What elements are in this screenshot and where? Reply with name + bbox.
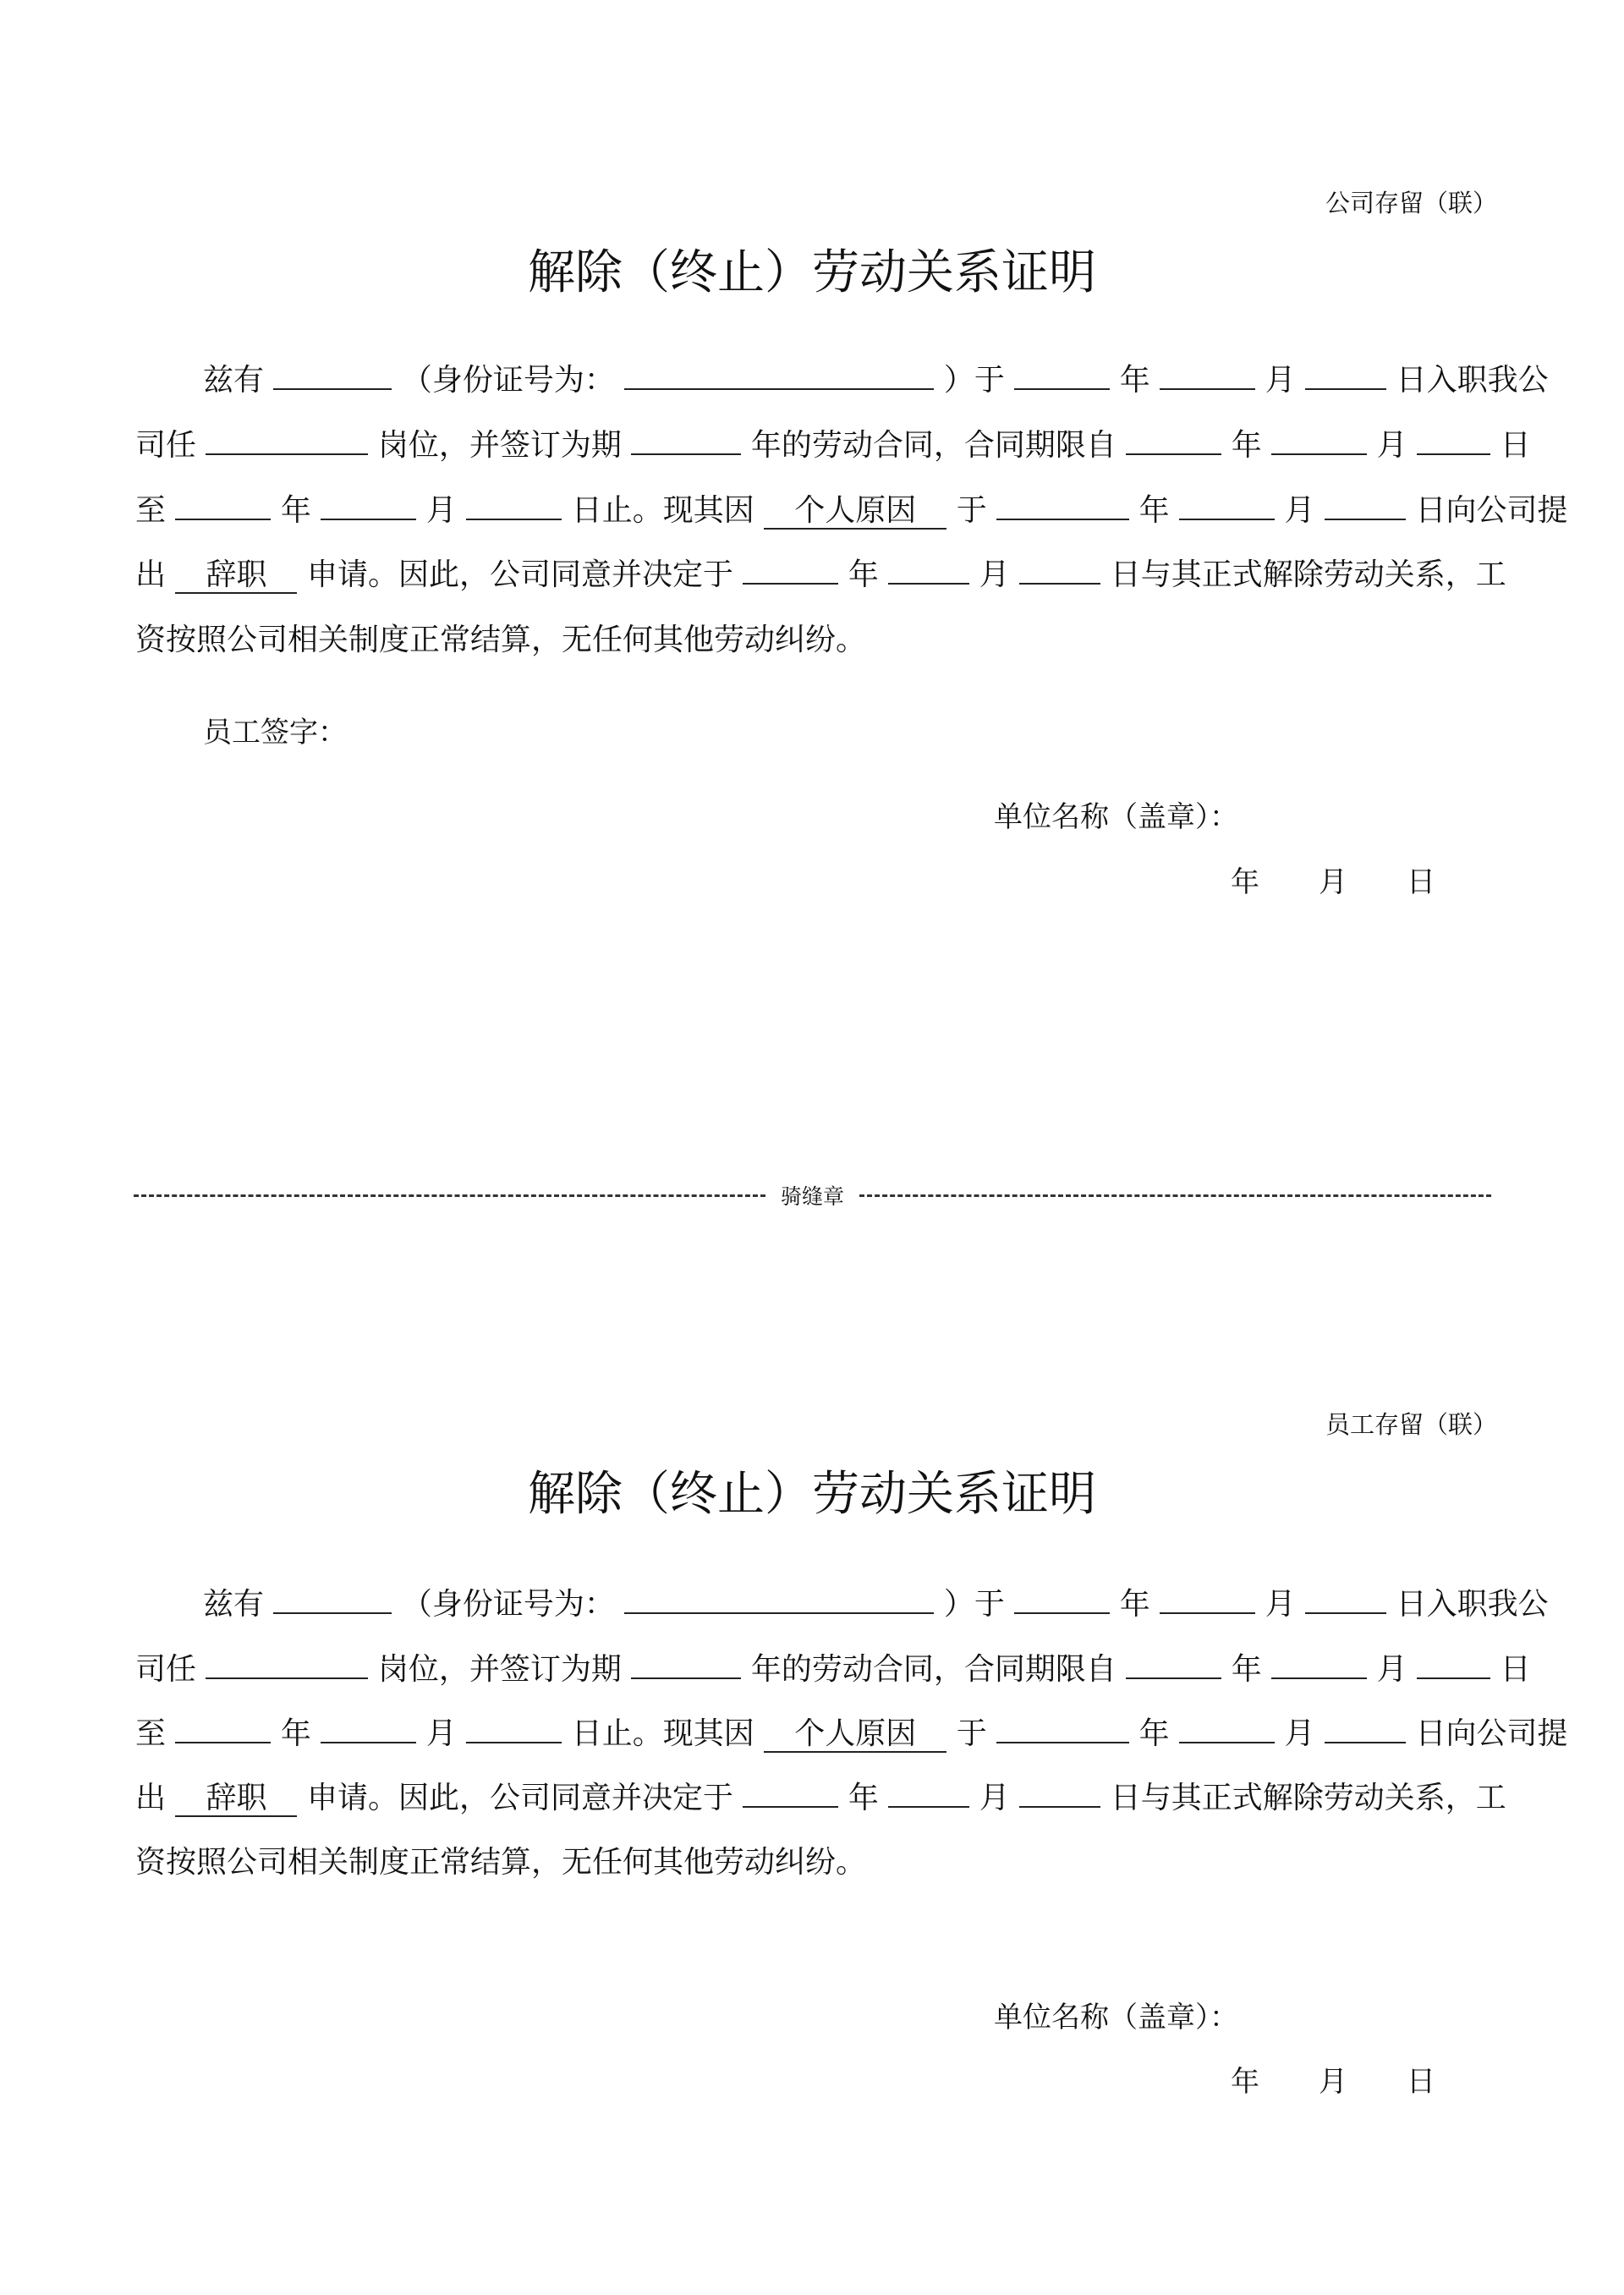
fill-in-blank — [996, 493, 1129, 520]
filled-blank: 个人原因 — [764, 493, 946, 530]
fill-in-blank — [1305, 1587, 1386, 1614]
fill-in-blank — [206, 1652, 368, 1679]
body-text-segment: 岗位，并签订为期 — [377, 428, 622, 463]
fill-in-blank — [175, 493, 271, 520]
day-label: 日 — [1407, 865, 1435, 899]
month-label: 月 — [1319, 865, 1347, 899]
body-text-segment: 年 — [280, 1716, 311, 1751]
body-text-segment: 月 — [979, 557, 1010, 592]
fill-in-blank — [624, 1587, 934, 1614]
body-line — [135, 1586, 1549, 1623]
fill-in-blank — [1271, 1652, 1367, 1679]
dashed-line — [859, 1194, 1491, 1197]
body-text-segment: 年 — [1231, 428, 1262, 463]
fill-in-blank — [1179, 1716, 1275, 1743]
fill-in-blank — [1417, 1652, 1490, 1679]
year-label: 年 — [1231, 865, 1259, 899]
date-line — [1231, 859, 1435, 900]
filled-blank: 辞职 — [175, 1781, 297, 1817]
body-text-segment: 日止。现其因 — [571, 493, 754, 528]
fill-in-blank — [631, 428, 741, 455]
body-text-segment: 日向公司提 — [1415, 1716, 1568, 1751]
fill-in-blank — [1014, 1587, 1110, 1614]
body-text-segment: 兹有 — [203, 1587, 265, 1622]
body-text-segment: 月 — [1376, 1652, 1407, 1687]
body-text-segment: 资按照公司相关制度正常结算，无任何其他劳动纠纷。 — [135, 623, 867, 657]
body-text-segment: 申请。因此，公司同意并决定于 — [306, 1781, 733, 1815]
fill-in-blank — [175, 1716, 271, 1743]
body-text-segment: 月 — [1284, 493, 1315, 528]
body-text-segment: 日入职我公 — [1396, 1587, 1549, 1622]
fill-in-blank — [996, 1716, 1129, 1743]
body-text-segment: 月 — [1265, 363, 1296, 398]
body-text-segment: 年的劳动合同，合同期限自 — [750, 1652, 1116, 1687]
document-title: 解除（终止）劳动关系证明 — [528, 245, 1096, 300]
date-line — [1231, 2058, 1435, 2100]
body-line — [135, 1780, 1506, 1817]
fill-in-blank — [1126, 1652, 1221, 1679]
document-title: 解除（终止）劳动关系证明 — [528, 1467, 1096, 1522]
day-label: 日 — [1407, 2065, 1435, 2099]
fill-in-blank — [888, 1781, 969, 1808]
body-text-segment: 司任 — [135, 428, 197, 463]
fill-in-blank — [1417, 428, 1490, 455]
body-line — [135, 427, 1531, 464]
body-text-segment: 月 — [425, 493, 457, 528]
fill-in-blank — [206, 428, 368, 455]
year-label: 年 — [1231, 2065, 1259, 2099]
fill-in-blank — [1160, 363, 1255, 390]
divider-label: 骑缝章 — [781, 1184, 845, 1209]
copy-label: 公司存留（联） — [1325, 189, 1497, 217]
employee-signature-label: 员工签字： — [203, 716, 347, 749]
body-text-segment: 岗位，并签订为期 — [377, 1652, 622, 1687]
month-label: 月 — [1319, 2065, 1347, 2099]
fill-in-blank — [1014, 363, 1110, 390]
fill-in-blank — [1126, 428, 1221, 455]
body-text-segment: 日 — [1500, 428, 1531, 463]
body-text-segment: 月 — [979, 1781, 1010, 1815]
body-text-segment: 资按照公司相关制度正常结算，无任何其他劳动纠纷。 — [135, 1845, 867, 1880]
fill-in-blank — [466, 1716, 562, 1743]
body-text-segment: 申请。因此，公司同意并决定于 — [306, 557, 733, 592]
fill-in-blank — [321, 1716, 416, 1743]
fill-in-blank — [1019, 1781, 1100, 1808]
fill-in-blank — [1325, 493, 1406, 520]
body-text-segment: 年 — [848, 1781, 879, 1815]
body-line — [135, 1716, 1568, 1753]
fill-in-blank — [743, 1781, 838, 1808]
body-line — [135, 362, 1549, 399]
body-text-segment: ）于 — [943, 363, 1005, 398]
fill-in-blank — [888, 557, 969, 585]
fill-in-blank — [466, 493, 562, 520]
body-text-segment: 日入职我公 — [1396, 363, 1549, 398]
body-text-segment: 出 — [135, 1781, 167, 1815]
body-text-segment: 年的劳动合同，合同期限自 — [750, 428, 1116, 463]
fill-in-blank — [1179, 493, 1275, 520]
body-text-segment: ）于 — [943, 1587, 1005, 1622]
body-text-segment: 于 — [956, 493, 987, 528]
body-text-segment: 日与其正式解除劳动关系，工 — [1110, 1781, 1506, 1815]
fill-in-blank — [631, 1652, 741, 1679]
body-text-segment: 日与其正式解除劳动关系，工 — [1110, 557, 1506, 592]
copy-label: 员工存留（联） — [1325, 1410, 1497, 1439]
body-text-segment: 月 — [1376, 428, 1407, 463]
body-text-segment: （身份证号为： — [401, 1587, 615, 1622]
fill-in-blank — [273, 1587, 392, 1614]
body-text-segment: 年 — [1138, 493, 1170, 528]
body-line — [135, 1651, 1531, 1688]
fill-in-blank — [321, 493, 416, 520]
body-line — [135, 557, 1506, 594]
body-text-segment: 日 — [1500, 1652, 1531, 1687]
body-line — [135, 1844, 1506, 1881]
dashed-line — [134, 1194, 765, 1197]
fill-in-blank — [1305, 363, 1386, 390]
body-text-segment: （身份证号为： — [401, 363, 615, 398]
body-text-segment: 年 — [1119, 1587, 1150, 1622]
body-text-segment: 至 — [135, 493, 167, 528]
body-text-segment: 年 — [1119, 363, 1150, 398]
body-text-segment: 于 — [956, 1716, 987, 1751]
body-text-segment: 年 — [848, 557, 879, 592]
body-line — [135, 492, 1568, 530]
fill-in-blank — [624, 363, 934, 390]
body-text-segment: 至 — [135, 1716, 167, 1751]
body-line — [135, 622, 1506, 659]
unit-name-seal-label: 单位名称（盖章）： — [994, 2001, 1238, 2034]
body-text-segment: 年 — [280, 493, 311, 528]
body-text-segment: 司任 — [135, 1652, 197, 1687]
body-text-segment: 兹有 — [203, 363, 265, 398]
body-text-segment: 出 — [135, 557, 167, 592]
fill-in-blank — [1271, 428, 1367, 455]
body-text-segment: 月 — [425, 1716, 457, 1751]
fill-in-blank — [743, 557, 838, 585]
unit-name-seal-label: 单位名称（盖章）： — [994, 800, 1238, 834]
filled-blank: 个人原因 — [764, 1716, 946, 1753]
body-text-segment: 年 — [1138, 1716, 1170, 1751]
fill-in-blank — [1325, 1716, 1406, 1743]
body-text-segment: 月 — [1265, 1587, 1296, 1622]
body-text-segment: 年 — [1231, 1652, 1262, 1687]
perforation-divider — [134, 1183, 1491, 1208]
body-text-segment: 日止。现其因 — [571, 1716, 754, 1751]
fill-in-blank — [1160, 1587, 1255, 1614]
body-text-segment: 日向公司提 — [1415, 493, 1568, 528]
filled-blank: 辞职 — [175, 557, 297, 594]
body-text-segment: 月 — [1284, 1716, 1315, 1751]
fill-in-blank — [273, 363, 392, 390]
fill-in-blank — [1019, 557, 1100, 585]
